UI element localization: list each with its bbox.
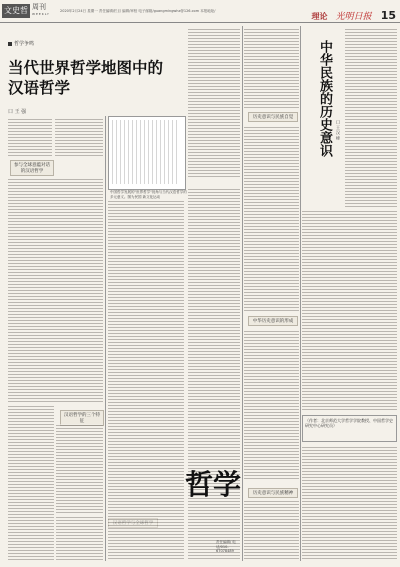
body-text — [8, 405, 54, 560]
column-divider — [242, 26, 243, 561]
body-text — [244, 28, 299, 108]
newspaper-logo: 光明日报 — [335, 12, 372, 22]
article-title: 当代世界哲学地图中的汉语哲学 — [8, 58, 164, 97]
column-divider — [105, 116, 106, 561]
header-rule — [0, 22, 400, 23]
column-divider — [300, 26, 301, 561]
weekly-label — [32, 4, 50, 18]
subhead: 历史意识与民族精神 — [248, 488, 298, 498]
editor-note: 责任编辑/ 电话/010-67078489 — [216, 540, 236, 553]
body-text — [55, 118, 103, 158]
side-article-title: 中华民族的历史意识 — [317, 40, 332, 157]
side-article-byline: 口 王 汉 峰 — [336, 120, 341, 140]
subhead: 汉语哲学的三个特征 — [60, 410, 104, 426]
body-text — [56, 424, 103, 514]
category-label: 理论 — [311, 12, 328, 21]
body-text — [56, 516, 103, 560]
body-text — [345, 28, 397, 208]
article-author: 口 王 强 — [8, 109, 27, 115]
body-text — [108, 200, 184, 560]
subhead: 历史意识与民族自觉 — [248, 112, 298, 122]
masthead-right — [311, 4, 396, 23]
page-number: 15 — [380, 9, 396, 22]
image-texture — [112, 120, 180, 184]
body-text — [302, 446, 397, 560]
subhead: 参与全球意蕴对话的汉语哲学 — [10, 160, 54, 176]
body-text — [244, 330, 299, 480]
author-note: （作者：北京师范大学哲学学院教授、中国哲学史研究中心研究员） — [302, 415, 397, 442]
body-text — [8, 118, 52, 158]
weekly-zh: 周刊 — [32, 3, 46, 11]
section-tag: 文史哲 — [2, 4, 30, 18]
column-label: 哲学争鸣 — [8, 40, 34, 47]
subhead: 中华历史意识的形成 — [248, 316, 298, 326]
section-calligraphy: 哲学 — [185, 468, 242, 501]
body-text — [188, 188, 240, 560]
body-text — [244, 500, 299, 560]
body-text — [302, 210, 397, 410]
image-caption: 中国哲学发展的"世界哲学"视角与当代汉语哲学的多元意义。图为民国 新文化运动 — [110, 190, 187, 199]
issue-meta: 2020年2月24日 星期一 责任编辑/栏目 编辑/审校 电子邮箱/guangmingwhz@126.com 本报地址/ — [60, 9, 216, 13]
body-text — [244, 126, 299, 311]
body-text — [8, 178, 103, 403]
page-header — [0, 0, 400, 22]
weekly-en: WEEKLY — [32, 12, 50, 16]
body-text — [188, 28, 240, 178]
